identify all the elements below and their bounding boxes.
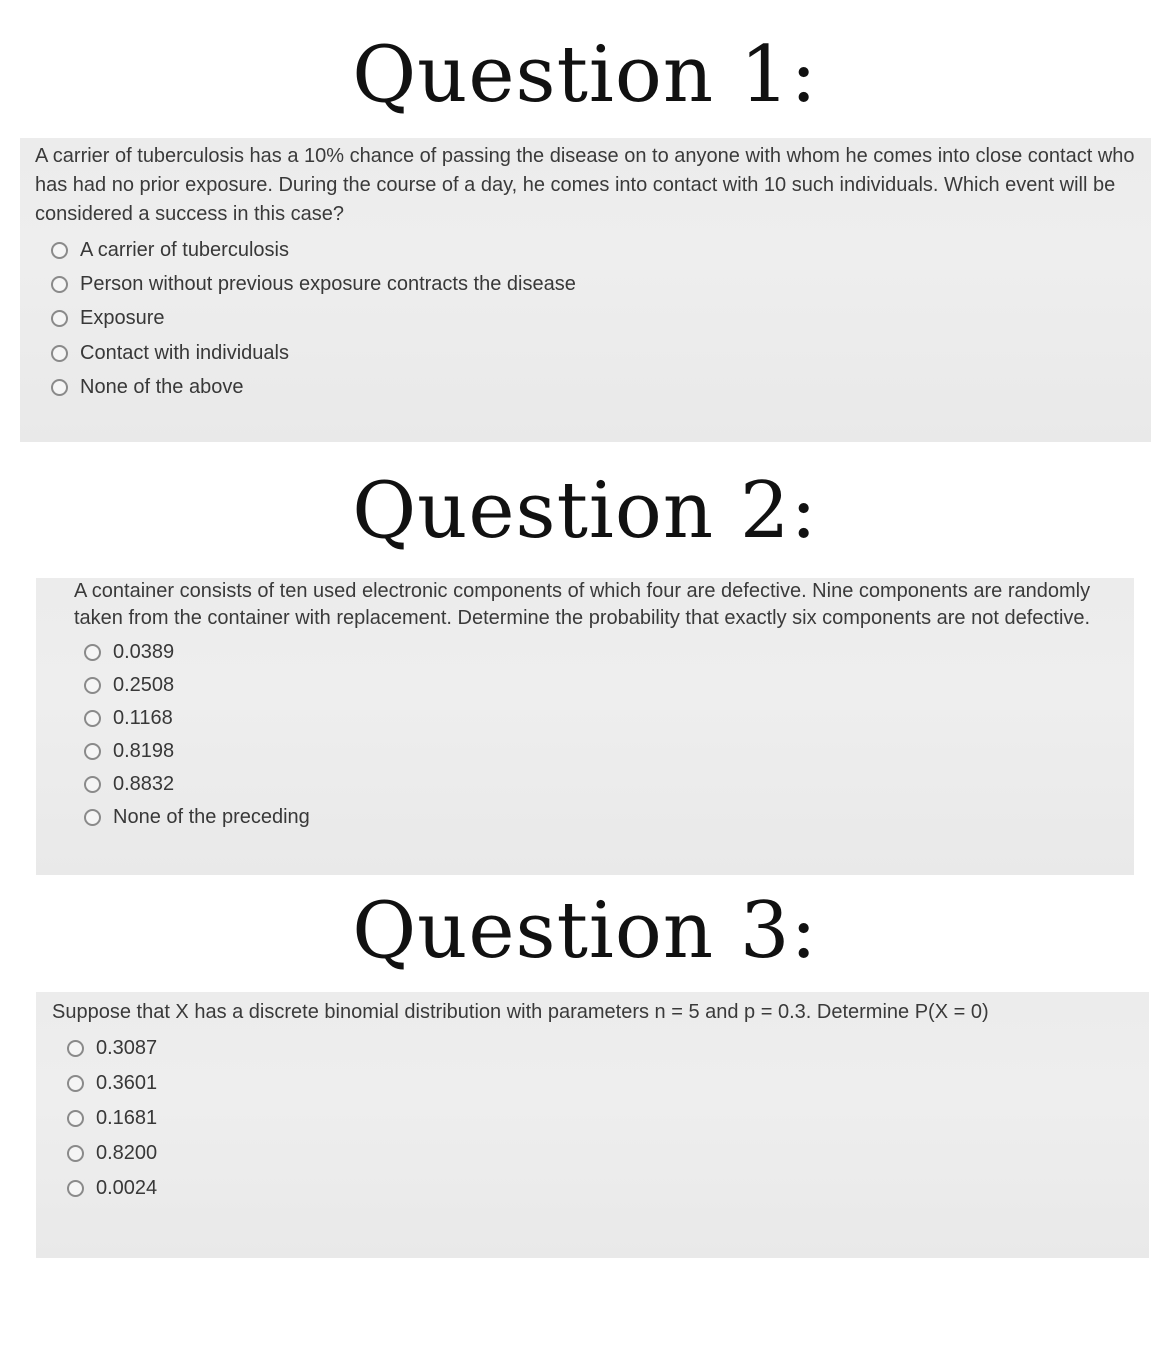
radio-unchecked-icon[interactable] [67, 1075, 84, 1092]
question-1-option[interactable] [51, 336, 1137, 370]
option-label[interactable]: 0.0389 [113, 641, 175, 663]
option-label[interactable]: 0.2508 [113, 674, 175, 696]
question-1-options [35, 233, 1137, 404]
question-2-option[interactable] [84, 768, 1120, 801]
option-label[interactable]: 0.8832 [113, 773, 175, 795]
question-3-option[interactable] [67, 1031, 1137, 1066]
radio-unchecked-icon[interactable] [51, 345, 68, 362]
radio-unchecked-icon[interactable] [67, 1110, 84, 1127]
option-label[interactable]: Contact with individuals [80, 341, 289, 364]
radio-unchecked-icon[interactable] [84, 710, 101, 727]
question-3-options [52, 1031, 1137, 1206]
option-label[interactable]: Exposure [80, 307, 165, 330]
option-label[interactable]: 0.1681 [96, 1107, 158, 1129]
question-3-prompt: Suppose that X has a discrete binomial distribution with parameters n = 5 and p = 0.3. Determine P(X = 0) [52, 1001, 989, 1023]
question-1-option[interactable] [51, 302, 1137, 336]
option-label[interactable]: 0.8200 [96, 1142, 158, 1164]
option-label[interactable]: Person without previous exposure contracts the disease [80, 272, 576, 295]
question-1-option[interactable] [51, 233, 1137, 267]
radio-unchecked-icon[interactable] [84, 776, 101, 793]
question-3-option[interactable] [67, 1136, 1137, 1171]
radio-unchecked-icon[interactable] [84, 677, 101, 694]
question-2-option[interactable] [84, 636, 1120, 669]
option-label[interactable]: 0.3601 [96, 1072, 158, 1094]
radio-unchecked-icon[interactable] [51, 379, 68, 396]
radio-unchecked-icon[interactable] [84, 743, 101, 760]
option-label[interactable]: 0.3087 [96, 1037, 158, 1059]
option-label[interactable]: 0.1168 [113, 707, 173, 729]
option-label[interactable]: None of the above [80, 375, 244, 398]
question-2-prompt: A container consists of ten used electronic components of which four are defective. Nine components are randomly taken from the container with replacement. Determine the probability that exactly six components are not defective. [74, 580, 1091, 629]
question-3-option[interactable] [67, 1066, 1137, 1101]
question-1-prompt: A carrier of tuberculosis has a 10% chance of passing the disease on to anyone with whom he comes into close contact who has had no prior exposure. During the course of a day, he comes into contact with 10 such individuals. Which event will be considered a success in this case? [35, 145, 1135, 225]
question-3-panel [36, 992, 1149, 1258]
option-label[interactable]: None of the preceding [113, 806, 310, 828]
question-1-heading: Question 1: [352, 30, 818, 120]
radio-unchecked-icon[interactable] [67, 1180, 84, 1197]
question-2-option[interactable] [84, 669, 1120, 702]
option-label[interactable]: A carrier of tuberculosis [80, 238, 289, 261]
question-1-panel [20, 138, 1151, 442]
question-2-heading: Question 2: [352, 466, 818, 556]
question-3-heading: Question 3: [352, 886, 818, 976]
question-2-options [74, 636, 1120, 834]
option-label[interactable]: 0.8198 [113, 740, 175, 762]
question-1-option[interactable] [51, 267, 1137, 301]
radio-unchecked-icon[interactable] [51, 242, 68, 259]
question-2-option[interactable] [84, 801, 1120, 834]
option-label[interactable]: 0.0024 [96, 1177, 158, 1199]
radio-unchecked-icon[interactable] [84, 644, 101, 661]
question-2-option[interactable] [84, 735, 1120, 768]
question-3-option[interactable] [67, 1101, 1137, 1136]
radio-unchecked-icon[interactable] [51, 310, 68, 327]
question-2-option[interactable] [84, 702, 1120, 735]
question-1-option[interactable] [51, 370, 1137, 404]
question-3-option[interactable] [67, 1171, 1137, 1206]
question-2-panel [36, 578, 1134, 875]
radio-unchecked-icon[interactable] [67, 1145, 84, 1162]
radio-unchecked-icon[interactable] [51, 276, 68, 293]
radio-unchecked-icon[interactable] [67, 1040, 84, 1057]
radio-unchecked-icon[interactable] [84, 809, 101, 826]
